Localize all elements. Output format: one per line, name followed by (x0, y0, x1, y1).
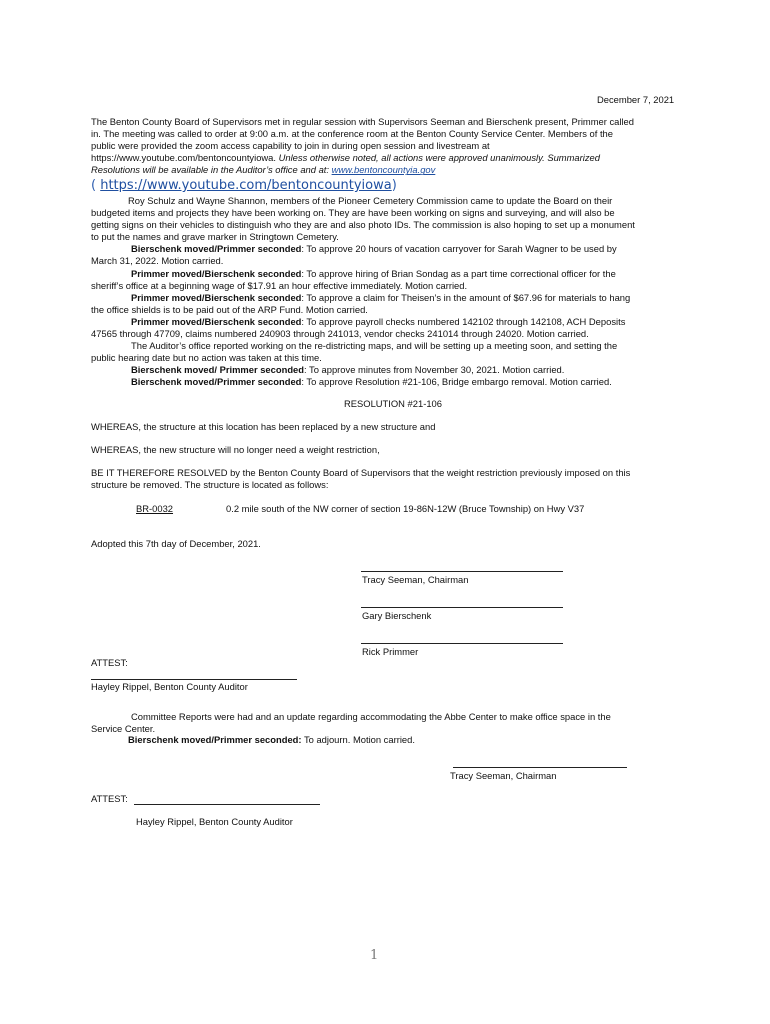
resolutions-note: Resolutions will be available in the Auditor’s office and at: (91, 164, 332, 176)
motion-line: March 31, 2022. Motion carried. (91, 255, 224, 267)
motion-mover: Primmer moved/Bierschenk seconded (131, 291, 302, 303)
motion-mover: Bierschenk moved/Primmer seconded (131, 376, 302, 388)
whereas-1: WHEREAS, the structure at this location has been replaced by a new structure and (91, 421, 436, 432)
committee-paragraph (91, 711, 685, 735)
cemetery-line: getting signs on their vehicles to distinguish who they are and also photo IDs. The commission is also hoping to set up a monument (91, 219, 635, 231)
motion-mover: Bierschenk moved/ Primmer seconded (131, 364, 304, 376)
youtube-link[interactable]: https://www.youtube.com/bentoncountyiowa (100, 178, 392, 193)
resolved-line: BE IT THEREFORE RESOLVED by the Benton County Board of Supervisors that the weight restriction previously imposed on this (91, 467, 631, 478)
motion-mover: Bierschenk moved/Primmer seconded: (128, 734, 302, 745)
motion-line: Bierschenk moved/Primmer seconded: To approve 20 hours of vacation carryover for Sarah Wagner to be used by (131, 243, 617, 255)
motion-line: Primmer moved/Bierschenk seconded: To approve hiring of Brian Sondag as a part time correctional officer for the (131, 267, 616, 279)
unanimous-note: Unless otherwise noted, all actions were approved unanimously. Summarized (278, 152, 600, 164)
motion-line: Bierschenk moved/Primmer seconded: To approve Resolution #21-106, Bridge embargo removal. Motion carried. (131, 376, 612, 388)
minutes-body (91, 195, 685, 389)
signer-bierschenk: Gary Bierschenk (362, 610, 432, 621)
close-paren: ) (391, 178, 397, 193)
resolved-paragraph (91, 467, 685, 491)
motion-mover: Bierschenk moved/Primmer seconded (131, 243, 302, 255)
closing-attest-label: ATTEST: (91, 793, 128, 804)
page-number: 1 (370, 948, 379, 963)
resolution-title: RESOLUTION #21-106 (344, 398, 442, 409)
auditor-name: Hayley Rippel, Benton County Auditor (91, 681, 248, 692)
signature-line (453, 767, 627, 768)
signature-line (361, 571, 563, 572)
intro-paragraph (91, 116, 685, 176)
motion-line: the office shields is to be paid out of the ARP Fund. Motion carried. (91, 303, 368, 315)
auditor-note-line: The Auditor’s office reported working on the re-districting maps, and will be setting up a meeting soon, and setting the (131, 340, 618, 352)
motion-line: Bierschenk moved/ Primmer seconded: To approve minutes from November 30, 2021. Motion carried. (131, 364, 565, 376)
signature-line (361, 607, 563, 608)
intro-line: public were provided the zoom access capability to join in during open session and livestream at (91, 140, 490, 152)
motion-mover: Primmer moved/Bierschenk seconded (131, 267, 302, 279)
intro-line: in. The meeting was called to order at 9:00 a.m. at the conference room at the Benton County Service Center. Members of the (91, 128, 613, 140)
motion-mover: Primmer moved/Bierschenk seconded (131, 315, 302, 327)
intro-line (91, 164, 685, 176)
adopted-date: Adopted this 7th day of December, 2021. (91, 538, 261, 549)
bridge-location: 0.2 mile south of the NW corner of section 19-86N-12W (Bruce Township) on Hwy V37 (226, 503, 585, 514)
closing-auditor-name: Hayley Rippel, Benton County Auditor (136, 816, 293, 827)
cemetery-line: Roy Schulz and Wayne Shannon, members of the Pioneer Cemetery Commission came to update the Board on their (128, 195, 613, 206)
cemetery-line: to put the names and grave marker in Stringtown Cemetery. (91, 231, 339, 243)
motion-line: Primmer moved/Bierschenk seconded: To approve a claim for Theisen’s in the amount of $67.96 for materials to hang (131, 291, 631, 303)
resolved-line: structure be removed. The structure is located as follows: (91, 479, 329, 491)
motion-line: Primmer moved/Bierschenk seconded: To approve payroll checks numbered 142102 through 142108, ACH Deposits (131, 315, 626, 327)
intro-line: The Benton County Board of Supervisors met in regular session with Supervisors Seeman and Bierschenk present, Primmer called (91, 116, 634, 127)
auditor-note-line: public hearing date but no action was taken at this time. (91, 352, 322, 364)
signature-line (91, 679, 297, 680)
whereas-2: WHEREAS, the new structure will no longer need a weight restriction, (91, 444, 380, 455)
open-paren: ( (91, 178, 101, 193)
cemetery-line: budgeted items and projects they have been working on. They are have been working on signs and surveying, and will also be (91, 207, 615, 219)
county-website-link[interactable]: www.bentoncountyia.gov (331, 164, 436, 176)
intro-line (91, 152, 685, 164)
youtube-link-line (91, 178, 397, 193)
motion-line: sheriff’s office at a beginning wage of $17.91 an hour effective immediately. Motion carried. (91, 279, 468, 291)
committee-line: Service Center. (91, 723, 156, 735)
signature-line (134, 804, 320, 805)
committee-line: Committee Reports were had and an update regarding accommodating the Abbe Center to make office space in the (131, 711, 611, 722)
signature-line (361, 643, 563, 644)
closing-chairman: Tracy Seeman, Chairman (450, 770, 557, 781)
signer-primmer: Rick Primmer (362, 646, 419, 657)
youtube-url-text: https://www.youtube.com/bentoncountyiowa. (91, 152, 279, 164)
attest-label: ATTEST: (91, 657, 128, 668)
motion-line: 47565 through 47709, claims numbered 240903 through 241013, vendor checks 241014 through 24020. Motion carried. (91, 328, 589, 340)
signer-chairman: Tracy Seeman, Chairman (362, 574, 469, 585)
adjourn-motion: Bierschenk moved/Primmer seconded: To adjourn. Motion carried. (128, 734, 415, 745)
bridge-id: BR-0032 (136, 503, 174, 514)
meeting-date: December 7, 2021 (597, 94, 675, 105)
